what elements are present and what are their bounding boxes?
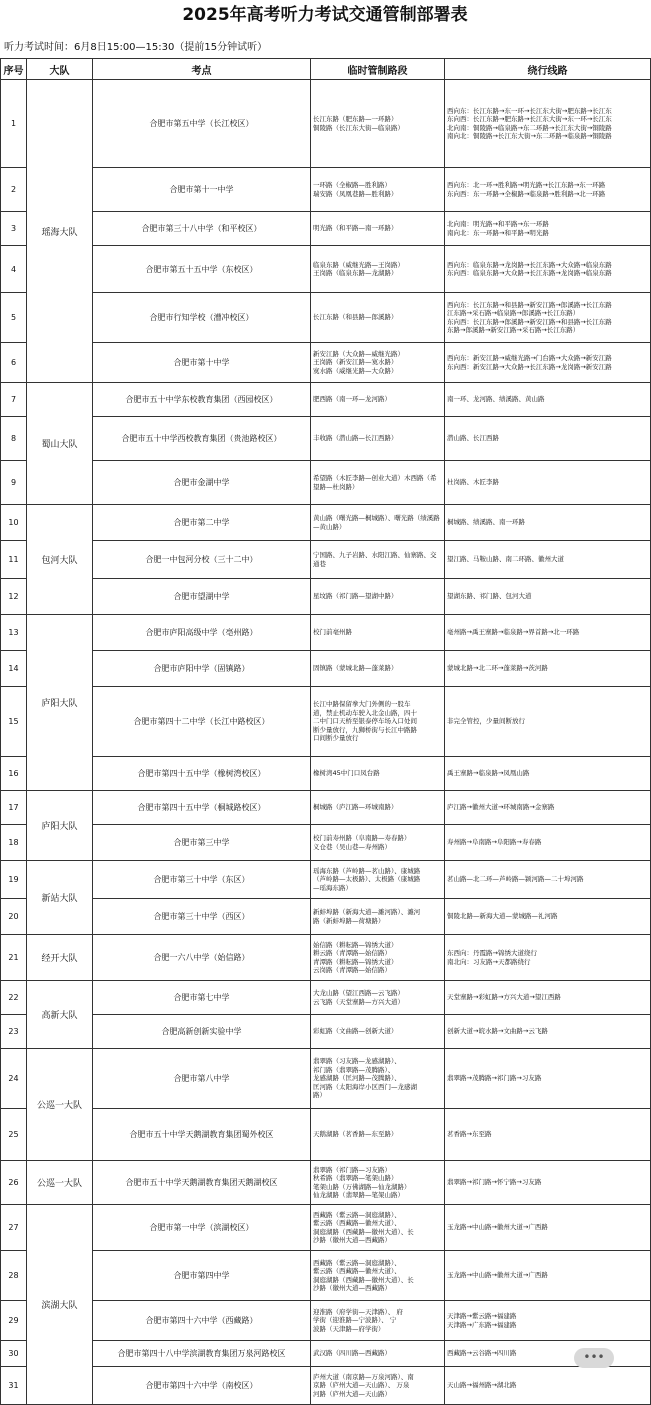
row-number-cell: 28 xyxy=(1,1251,27,1301)
controlled-road-cell: 新蚌埠路（新海大道—濉河路）、濉河 路（新蚌埠路—荷塘路） xyxy=(311,899,445,935)
exam-site-cell: 合肥市第四十二中学（长江中路校区） xyxy=(93,687,311,757)
table-row xyxy=(1,1015,651,1049)
controlled-road-cell: 迎淮路（府学街—天津路）、 府 学街（迎淮路—宁波路）、 宁 波路（天津路—府学街） xyxy=(311,1301,445,1341)
exam-time-line: 听力考试时间：6月8日15:00—15:30（提前15分钟试听） xyxy=(4,42,268,53)
detour-route-cell: 玉龙路→中山路→徽州大道→广西路 xyxy=(445,1205,651,1251)
row-number-cell: 22 xyxy=(1,981,27,1015)
detour-route-cell: 玉龙路→中山路→徽州大道→广西路 xyxy=(445,1251,651,1301)
table-row xyxy=(1,1205,651,1251)
table-row xyxy=(1,1109,651,1161)
row-number-cell: 1 xyxy=(1,80,27,168)
row-number-cell: 7 xyxy=(1,383,27,417)
exam-site-cell: 合肥市第五十五中学（东校区） xyxy=(93,246,311,293)
detour-route-cell: 天津路→紫云路→福建路 天津路→广东路→福建路 xyxy=(445,1301,651,1341)
detour-route-cell: 桐城路、绩溪路、南一环路 xyxy=(445,505,651,541)
table-row xyxy=(1,1367,651,1405)
exam-site-cell: 合肥市第四十八中学滨湖教育集团万泉河路校区 xyxy=(93,1341,311,1367)
controlled-road-cell: 庐州大道（南京路—万泉河路）、南 京路（庐州大道—天山路）、 万泉 河路（庐州大道—天山路） xyxy=(311,1367,445,1405)
detour-route-cell: 茗香路→东至路 xyxy=(445,1109,651,1161)
controlled-road-cell: 翡翠路（习友路—龙感湖路）、 祁门路（翡翠路—茂腾路）、 龙感湖路（匡河路—茂腾路）、 匡河路（太阳海岸小区西门—龙感湖 路） xyxy=(311,1049,445,1109)
row-number-cell: 5 xyxy=(1,293,27,343)
detour-route-cell: 非完全管控，少量间断放行 xyxy=(445,687,651,757)
team-cell: 新站大队 xyxy=(27,861,93,935)
controlled-road-cell: 丰收路（潜山路—长江西路） xyxy=(311,417,445,461)
table-row xyxy=(1,757,651,791)
exam-site-cell: 合肥市第三十中学（东区） xyxy=(93,861,311,899)
table-row xyxy=(1,1301,651,1341)
exam-site-cell: 合肥市第四十五中学（桐城路校区） xyxy=(93,791,311,825)
controlled-road-cell: 始信路（耕耘路—锦绣大道） 耕云路（青潭路—始信路） 青潭路（耕耘路—锦绣大道） 云岗路（青潭路—始信路） xyxy=(311,935,445,981)
table-header-row xyxy=(1,59,651,80)
exam-site-cell: 合肥市第四中学 xyxy=(93,1251,311,1301)
detour-route-cell: 创新大道→皖水路→文曲路→云飞路 xyxy=(445,1015,651,1049)
table-body xyxy=(1,80,651,1405)
row-number-cell: 31 xyxy=(1,1367,27,1405)
row-number-cell: 25 xyxy=(1,1109,27,1161)
table-row xyxy=(1,687,651,757)
row-number-cell: 13 xyxy=(1,615,27,651)
controlled-road-cell: 彩虹路（文曲路—创新大道） xyxy=(311,1015,445,1049)
team-cell: 经开大队 xyxy=(27,935,93,981)
row-number-cell: 12 xyxy=(1,579,27,615)
exam-site-cell: 合肥高新创新实验中学 xyxy=(93,1015,311,1049)
exam-site-cell: 合肥一六八中学（始信路） xyxy=(93,935,311,981)
controlled-road-cell: 大龙山路（望江西路—云飞路） 云飞路（天堂寨路—方兴大道） xyxy=(311,981,445,1015)
controlled-road-cell: 瑶海东路（芦岭路—茗山路）、康城路 （芦岭路—太极路）、太极路（康城路 —瑶海东路） xyxy=(311,861,445,899)
table-row xyxy=(1,1341,651,1367)
exam-site-cell: 合肥市第五中学（长江校区） xyxy=(93,80,311,168)
table-row xyxy=(1,461,651,505)
detour-route-cell: 望江路、马鞍山路、南二环路、徽州大道 xyxy=(445,541,651,579)
detour-route-cell: 北向南：明光路→和平路→东一环路 南向北：东一环路→和平路→明光路 xyxy=(445,212,651,246)
row-number-cell: 30 xyxy=(1,1341,27,1367)
table-row xyxy=(1,935,651,981)
controlled-road-cell: 星坟路（祁门路—望湖中路） xyxy=(311,579,445,615)
table-row xyxy=(1,1251,651,1301)
row-number-cell: 21 xyxy=(1,935,27,981)
table-row xyxy=(1,541,651,579)
exam-site-cell: 合肥一中包河分校（三十二中） xyxy=(93,541,311,579)
table-row xyxy=(1,1161,651,1205)
row-number-cell: 26 xyxy=(1,1161,27,1205)
team-cell: 公巡一大队 xyxy=(27,1049,93,1161)
row-number-cell: 11 xyxy=(1,541,27,579)
ellipsis-icon: ••• xyxy=(583,1350,605,1364)
table-row xyxy=(1,899,651,935)
team-cell: 滨湖大队 xyxy=(27,1205,93,1405)
row-number-cell: 4 xyxy=(1,246,27,293)
detour-route-cell: 寿州路→阜南路→阜阳路→寿春路 xyxy=(445,825,651,861)
detour-route-cell: 茗山路—北二环—芦岭路—颍河路—二十埠河路 xyxy=(445,861,651,899)
detour-route-cell: 亳州路→禹王寨路→临泉路→界首路→北一环路 xyxy=(445,615,651,651)
detour-route-cell: 西向东：北一环→胜利路→明光路→长江东路→东一环路 东向西：东一环路→全椒路→临泉路→胜利路→北一环路 xyxy=(445,168,651,212)
table-row xyxy=(1,981,651,1015)
exam-site-cell: 合肥市第八中学 xyxy=(93,1049,311,1109)
table-row xyxy=(1,168,651,212)
exam-site-cell: 合肥市金湖中学 xyxy=(93,461,311,505)
header-route: 绕行线路 xyxy=(445,59,651,80)
table-row xyxy=(1,417,651,461)
controlled-road-cell: 西藏路（紫云路—洞庭湖路）、 紫云路（西藏路—徽州大道）、 洞庭湖路（西藏路—徽州大道）、长 沙路（徽州大道—西藏路） xyxy=(311,1205,445,1251)
controlled-road-cell: 希望路（木匠李路—创业大道）木西路（希望路—杜岗路） xyxy=(311,461,445,505)
table-row xyxy=(1,579,651,615)
exam-site-cell: 合肥市庐阳中学（固镇路） xyxy=(93,651,311,687)
detour-route-cell: 庐江路→徽州大道→环城南路→金寨路 xyxy=(445,791,651,825)
exam-site-cell: 合肥市五十中学东校教育集团（西园校区） xyxy=(93,383,311,417)
row-number-cell: 2 xyxy=(1,168,27,212)
exam-site-cell: 合肥市第十一中学 xyxy=(93,168,311,212)
detour-route-cell: 禹王寨路→临泉路→凤凰山路 xyxy=(445,757,651,791)
detour-route-cell: 西向东：临泉东路→龙岗路→长江东路→大众路→临泉东路 东向西：临泉东路→大众路→长江东路→龙岗路→临泉东路 xyxy=(445,246,651,293)
table-row xyxy=(1,861,651,899)
controlled-road-cell: 西藏路（紫云路—洞庭湖路）、 紫云路（西藏路—徽州大道）、 洞庭湖路（西藏路—徽州大道）、长 沙路（徽州大道—西藏路） xyxy=(311,1251,445,1301)
team-cell: 瑶海大队 xyxy=(27,80,93,383)
exam-site-cell: 合肥市第一中学（滨湖校区） xyxy=(93,1205,311,1251)
detour-route-cell: 南一环、龙河路、绩溪路、黄山路 xyxy=(445,383,651,417)
row-number-cell: 3 xyxy=(1,212,27,246)
table-row xyxy=(1,651,651,687)
controlled-road-cell: 翡翠路（祁门路—习友路） 秋希路（翡翠路—笔架山路） 笔架山路（万佛湖路—仙龙湖路） 仙龙湖路（翡翠路—笔架山路） xyxy=(311,1161,445,1205)
controlled-road-cell: 校门前寿州路（阜南路—寿春路） 义仓巷（吴山巷—寿州路） xyxy=(311,825,445,861)
exam-site-cell: 合肥市第四十六中学（西藏路） xyxy=(93,1301,311,1341)
detour-route-cell: 潜山路、长江西路 xyxy=(445,417,651,461)
team-cell: 庐阳大队 xyxy=(27,615,93,791)
exam-site-cell: 合肥市第十中学 xyxy=(93,343,311,383)
document-title: 2025年高考听力考试交通管制部署表 xyxy=(182,5,468,25)
controlled-road-cell: 校门前亳州路 xyxy=(311,615,445,651)
controlled-road-cell: 长江东路（和县路—郎溪路） xyxy=(311,293,445,343)
table-row xyxy=(1,80,651,168)
exam-site-cell: 合肥市望湖中学 xyxy=(93,579,311,615)
table-row xyxy=(1,505,651,541)
table-row xyxy=(1,343,651,383)
row-number-cell: 8 xyxy=(1,417,27,461)
row-number-cell: 27 xyxy=(1,1205,27,1251)
exam-site-cell: 合肥市第七中学 xyxy=(93,981,311,1015)
row-number-cell: 18 xyxy=(1,825,27,861)
detour-route-cell: 东西向：丹霞路→锦绣大道绕行 南北向：习友路→天都路绕行 xyxy=(445,935,651,981)
exam-site-cell: 合肥市第四十六中学（南校区） xyxy=(93,1367,311,1405)
controlled-road-cell: 临泉东路（威继光路—王岗路） 王岗路（临泉东路—龙湖路） xyxy=(311,246,445,293)
team-cell: 蜀山大队 xyxy=(27,383,93,505)
controlled-road-cell: 宁国路、九子岩路、水阳江路、仙寨路、交通巷 xyxy=(311,541,445,579)
exam-site-cell: 合肥市五十中学西校教育集团（贵池路校区） xyxy=(93,417,311,461)
controlled-road-cell: 长江中路保留拳大门外侧的一股车 道，禁止机动车驶入北金山路，四十 二中门口天桥至银泰停车场入口处间 断少量放行，九狮桥街与长江中路路 口间断少量放行 xyxy=(311,687,445,757)
detour-route-cell: 翡翠路→茂腾路→祁门路→习友路 xyxy=(445,1049,651,1109)
table-row xyxy=(1,615,651,651)
row-number-cell: 23 xyxy=(1,1015,27,1049)
detour-route-cell: 西向东：新安江路→威继光路→门台路→大众路→新安江路 东向西：新安江路→大众路→长江东路→龙岗路→新安江路 xyxy=(445,343,651,383)
controlled-road-cell: 固镇路（蒙城北路—蓬莱路） xyxy=(311,651,445,687)
team-cell: 包河大队 xyxy=(27,505,93,615)
controlled-road-cell: 天鹅湖路（茗香路—东至路） xyxy=(311,1109,445,1161)
table-row xyxy=(1,212,651,246)
row-number-cell: 29 xyxy=(1,1301,27,1341)
header-site: 考点 xyxy=(93,59,311,80)
exam-site-cell: 合肥市庐阳高级中学（亳州路） xyxy=(93,615,311,651)
detour-route-cell: 天山路→福州路→湖北路 xyxy=(445,1367,651,1405)
controlled-road-cell: 武汉路（四川路—西藏路） xyxy=(311,1341,445,1367)
row-number-cell: 6 xyxy=(1,343,27,383)
controlled-road-cell: 新安江路（大众路—威继光路） 王岗路（新安江路—寞水路） 寞水路（威继光路—大众路） xyxy=(311,343,445,383)
table-row xyxy=(1,293,651,343)
team-cell: 庐阳大队 xyxy=(27,791,93,861)
controlled-road-cell: 肥西路（南一环—龙河路） xyxy=(311,383,445,417)
detour-route-cell: 望湖东路、祁门路、包河大道 xyxy=(445,579,651,615)
table-row xyxy=(1,246,651,293)
table-row xyxy=(1,383,651,417)
controlled-road-cell: 长江东路（肥东路—一环路） 铜陵路（长江东大街—临泉路） xyxy=(311,80,445,168)
table-row xyxy=(1,1049,651,1109)
header-team: 大队 xyxy=(27,59,93,80)
controlled-road-cell: 明光路（和平路—南一环路） xyxy=(311,212,445,246)
controlled-road-cell: 黄山路（曙光路—桐城路）、曙光路（绩溪路—黄山路） xyxy=(311,505,445,541)
row-number-cell: 20 xyxy=(1,899,27,935)
table-row xyxy=(1,825,651,861)
controlled-road-cell: 桐城路（庐江路—环城南路） xyxy=(311,791,445,825)
team-cell: 高新大队 xyxy=(27,981,93,1049)
exam-site-cell: 合肥市五十中学天鹅湖教育集团天鹅湖校区 xyxy=(93,1161,311,1205)
row-number-cell: 15 xyxy=(1,687,27,757)
detour-route-cell: 杜岗路、木匠李路 xyxy=(445,461,651,505)
traffic-control-table xyxy=(0,58,651,1405)
detour-route-cell: 西向东：长江东路→和县路→新安江路→郎溪路→长江东路 江东路→采石路→临泉路→郎溪路→长江东路） 东向西：长江东路→郎溪路→新安江路→和县路→长江东路 东路→郎溪路→新安江路→采石路→长江东路） xyxy=(445,293,651,343)
exam-site-cell: 合肥市行知学校（漕冲校区） xyxy=(93,293,311,343)
exam-site-cell: 合肥市第三十八中学（和平校区） xyxy=(93,212,311,246)
table-row xyxy=(1,791,651,825)
scroll-to-top-button[interactable] xyxy=(574,1348,614,1368)
detour-route-cell: 天堂寨路→彩虹路→方兴大道→望江西路 xyxy=(445,981,651,1015)
detour-route-cell: 铜陵北路—新海大道—蒙城路—礼河路 xyxy=(445,899,651,935)
row-number-cell: 10 xyxy=(1,505,27,541)
detour-route-cell: 蒙城北路→北二环→蓬莱路→茨河路 xyxy=(445,651,651,687)
detour-route-cell: 翡翠路→祁门路→怀宁路→习友路 xyxy=(445,1161,651,1205)
header-no: 序号 xyxy=(1,59,27,80)
exam-site-cell: 合肥市第四十五中学（橡树湾校区） xyxy=(93,757,311,791)
row-number-cell: 9 xyxy=(1,461,27,505)
exam-site-cell: 合肥市第二中学 xyxy=(93,505,311,541)
detour-route-cell: 西藏路→云谷路→四川路 xyxy=(445,1341,651,1367)
header-road: 临时管制路段 xyxy=(311,59,445,80)
row-number-cell: 24 xyxy=(1,1049,27,1109)
exam-site-cell: 合肥市第三中学 xyxy=(93,825,311,861)
controlled-road-cell: 橡树湾45中门口凤台路 xyxy=(311,757,445,791)
controlled-road-cell: 一环路（全椒路—胜利路） 瑞安路（凤凰巷路—胜利路） xyxy=(311,168,445,212)
team-cell: 公巡一大队 xyxy=(27,1161,93,1205)
row-number-cell: 16 xyxy=(1,757,27,791)
row-number-cell: 19 xyxy=(1,861,27,899)
row-number-cell: 14 xyxy=(1,651,27,687)
exam-site-cell: 合肥市第三十中学（西区） xyxy=(93,899,311,935)
exam-site-cell: 合肥市五十中学天鹅湖教育集团蜀外校区 xyxy=(93,1109,311,1161)
detour-route-cell: 西向东：长江东路→东一环→长江东大街→肥东路→长江东 东向西：长江东路→肥东路→长江东大街→东一环→长江东 北向南：铜陵路→临泉路→东二环路→长江东大街→铜陵路 南向北：铜陵路→长江东大街→东二环路→临泉路→铜陵路 xyxy=(445,80,651,168)
row-number-cell: 17 xyxy=(1,791,27,825)
